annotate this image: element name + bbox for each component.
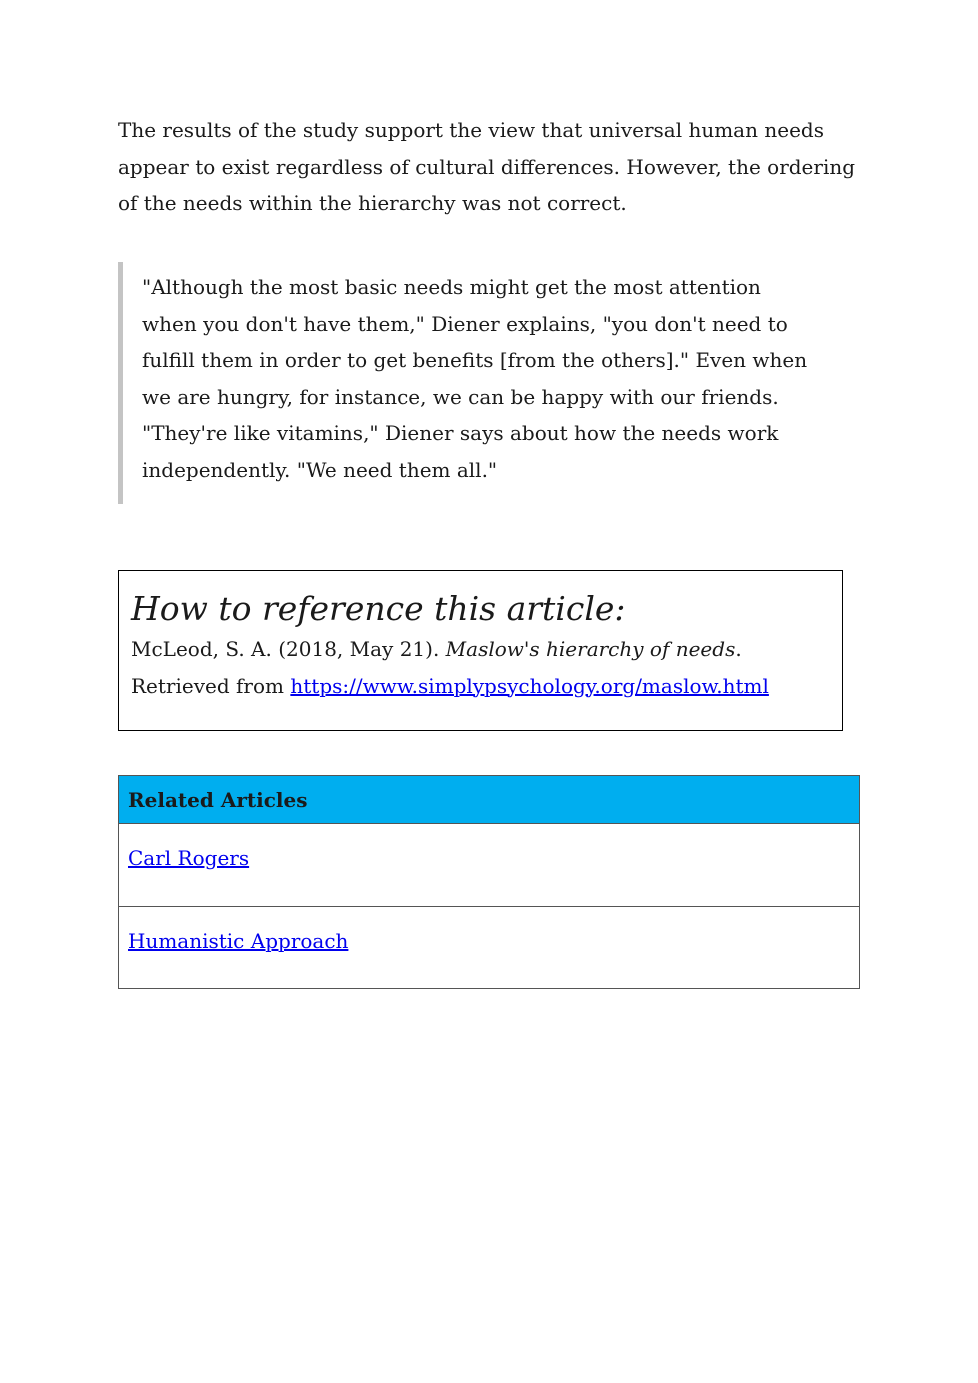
related-articles-table xyxy=(118,775,860,989)
reference-title: How to reference this article: xyxy=(131,589,626,628)
intro-paragraph: The results of the study support the view that universal human needs appear to exist regardless of cultural differences. However, the ordering of the needs within the hierarchy was not correct. xyxy=(118,118,856,215)
related-articles-header: Related Articles xyxy=(119,776,859,824)
citation-article-title: Maslow's hierarchy of needs xyxy=(445,637,736,661)
reference-box xyxy=(118,570,843,731)
citation-prefix: McLeod, S. A. (2018, May 21). xyxy=(131,637,446,661)
related-article-row xyxy=(119,824,859,906)
related-article-row xyxy=(119,906,859,988)
citation-suffix: . Retrieved from xyxy=(131,637,742,698)
related-link-humanistic-approach[interactable]: Humanistic Approach xyxy=(128,929,349,953)
reference-url-link[interactable]: https://www.simplypsychology.org/maslow.html xyxy=(290,673,769,698)
blockquote: "Although the most basic needs might get the most attention when you don't have them," Diener explains, "you don't need to fulfill them in order to get benefits [from the others]." Even when we are hungry, for instance, we can be happy with our friends. "They're like vitamins," Diener says about how the needs work independently. "We need them all." xyxy=(118,262,818,504)
related-link-carl-rogers[interactable]: Carl Rogers xyxy=(128,846,250,870)
reference-citation xyxy=(131,631,830,704)
